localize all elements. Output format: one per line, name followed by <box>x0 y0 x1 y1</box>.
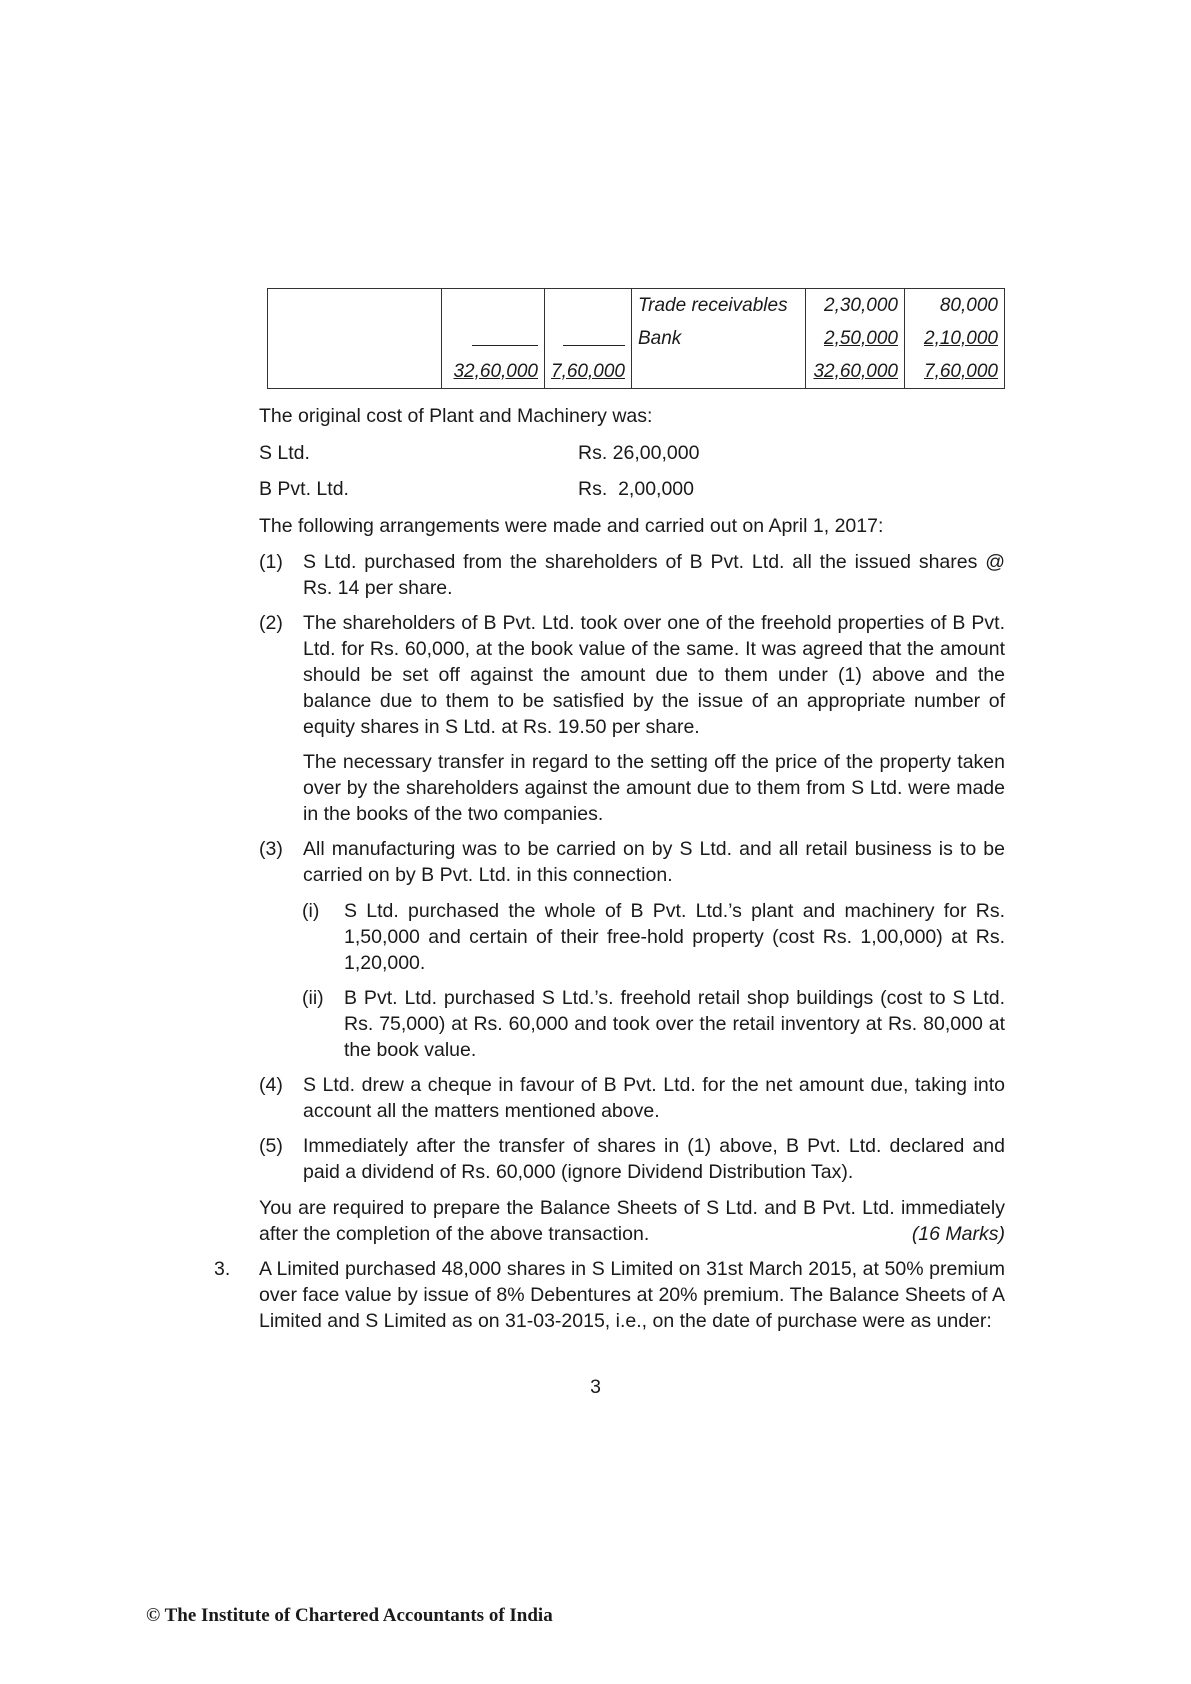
cost-intro: The original cost of Plant and Machinery was: <box>259 405 653 427</box>
table-cell: 80,000 <box>904 289 1004 323</box>
blank-line <box>563 331 625 346</box>
table-cell <box>268 355 442 389</box>
item-number: (1) <box>259 551 283 573</box>
table-cell <box>442 289 545 323</box>
balance-sheet-table <box>267 288 1005 389</box>
question-number: 3. <box>214 1258 231 1280</box>
list-item <box>259 610 1005 827</box>
cost-b-label: B Pvt. Ltd. <box>259 478 349 500</box>
sub-item-text: S Ltd. purchased the whole of B Pvt. Ltd.’s plant and machinery for Rs. 1,50,000 and certain of their free-hold property (cost Rs. 1,00,000) at Rs. 1,20,000. <box>344 900 1005 974</box>
item-text: Immediately after the transfer of shares in (1) above, B Pvt. Ltd. declared and paid a dividend of Rs. 60,000 (ignore Dividend Distribution Tax). <box>303 1135 1005 1183</box>
marks-label: (16 Marks) <box>911 1223 1005 1245</box>
table-cell <box>268 322 442 355</box>
table-cell: Trade receivables <box>631 289 805 323</box>
cost-b-value: Rs. 2,00,000 <box>578 478 694 500</box>
table-cell-blank <box>545 322 632 355</box>
blank-line <box>472 331 538 346</box>
sub-item-text: B Pvt. Ltd. purchased S Ltd.’s. freehold retail shop buildings (cost to S Ltd. Rs. 75,000) at Rs. 60,000 and took over the retail inventory at Rs. 80,000 at the book value. <box>344 987 1005 1061</box>
list-item <box>259 836 1005 888</box>
table-row <box>268 322 1005 355</box>
item-text-continued: The necessary transfer in regard to the setting off the price of the property taken over by the shareholders against the amount due to them from S Ltd. were made in the books of the two companies. <box>303 751 1005 825</box>
list-item <box>259 1133 1005 1185</box>
table-cell: 7,60,000 <box>904 355 1004 389</box>
sub-item-number: (ii) <box>302 987 324 1009</box>
question-text: A Limited purchased 48,000 shares in S Limited on 31st March 2015, at 50% premium over face value by issue of 8% Debentures at 20% premium. The Balance Sheets of A Limited and S Limited as on 31-03-2015, i.e., on the date of purchase were as under: <box>259 1258 1005 1332</box>
required-text: You are required to prepare the Balance Sheets of S Ltd. and B Pvt. Ltd. immediately after the completion of the above transaction. <box>259 1197 1005 1245</box>
item-number: (2) <box>259 612 283 634</box>
footer-copyright: © The Institute of Chartered Accountants of India <box>146 1605 553 1626</box>
list-item <box>259 549 1005 601</box>
table-cell: 7,60,000 <box>545 355 632 389</box>
page-number: 3 <box>590 1376 601 1398</box>
table-cell: 32,60,000 <box>442 355 545 389</box>
table-row <box>268 355 1005 389</box>
item-number: (3) <box>259 838 283 860</box>
cost-s-label: S Ltd. <box>259 442 310 464</box>
arrangements-intro: The following arrangements were made and carried out on April 1, 2017: <box>259 515 884 537</box>
table-cell <box>268 289 442 323</box>
table-cell: 2,10,000 <box>904 322 1004 355</box>
sub-item <box>302 898 1005 976</box>
table-row <box>268 289 1005 323</box>
required-paragraph <box>259 1195 1005 1247</box>
question-3 <box>214 1256 1005 1334</box>
list-item <box>259 1072 1005 1124</box>
table-cell: 32,60,000 <box>805 355 904 389</box>
sub-item <box>302 985 1005 1063</box>
item-text: The shareholders of B Pvt. Ltd. took over one of the freehold properties of B Pvt. Ltd. for Rs. 60,000, at the book value of the same. It was agreed that the amount should be set off against the amount due to them under (1) above and the balance due to them to be satisfied by the issue of an appropriate number of equity shares in S Ltd. at Rs. 19.50 per share. <box>303 612 1005 738</box>
table-cell: 2,50,000 <box>805 322 904 355</box>
table-cell: Bank <box>631 322 805 355</box>
item-text: All manufacturing was to be carried on by S Ltd. and all retail business is to be carried on by B Pvt. Ltd. in this connection. <box>303 838 1005 886</box>
sub-item-number: (i) <box>302 900 320 922</box>
item-text: S Ltd. drew a cheque in favour of B Pvt. Ltd. for the net amount due, taking into account all the matters mentioned above. <box>303 1074 1005 1122</box>
item-number: (4) <box>259 1074 283 1096</box>
table-cell-blank <box>442 322 545 355</box>
item-text: S Ltd. purchased from the shareholders of B Pvt. Ltd. all the issued shares @ Rs. 14 per share. <box>303 551 1005 599</box>
table-cell <box>631 355 805 389</box>
table-cell: 2,30,000 <box>805 289 904 323</box>
item-number: (5) <box>259 1135 283 1157</box>
cost-s-value: Rs. 26,00,000 <box>578 442 700 464</box>
table-cell <box>545 289 632 323</box>
